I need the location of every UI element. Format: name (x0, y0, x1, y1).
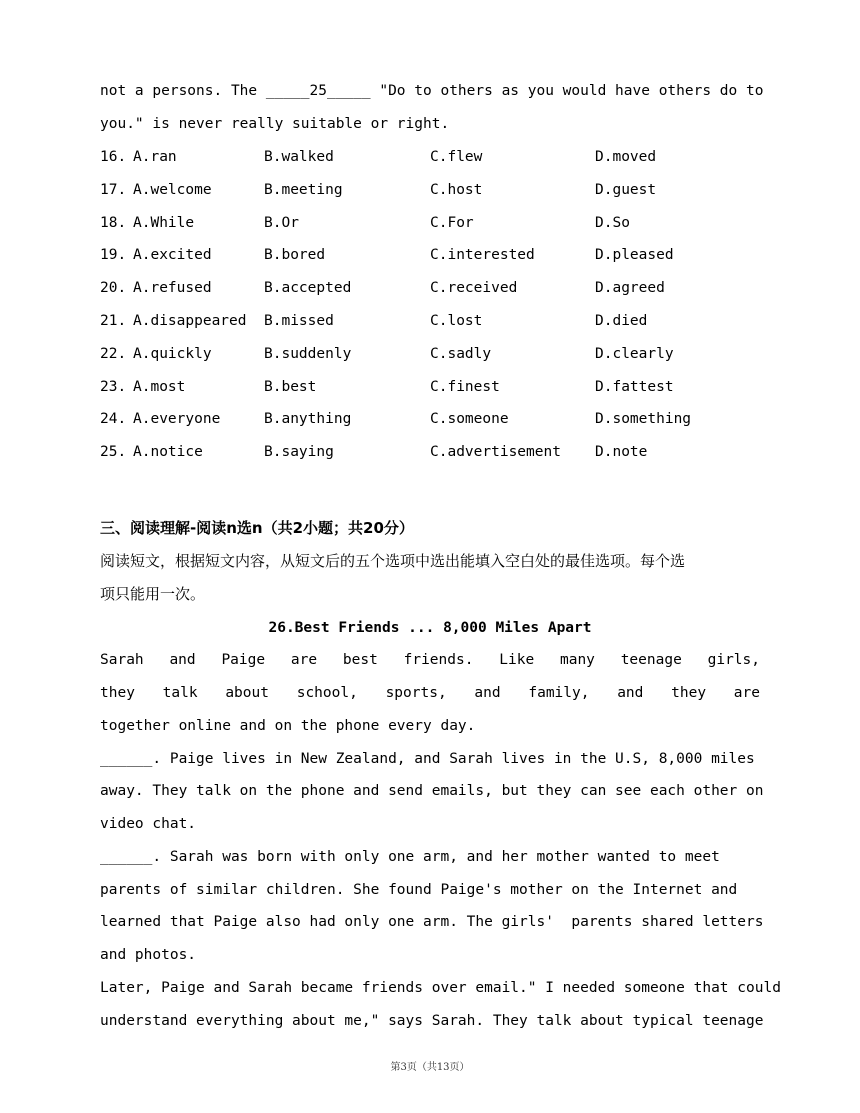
passage-line: ______. Paige lives in New Zealand, and Sarah lives in the U.S, 8,000 miles (100, 751, 755, 767)
passage-line: parents of similar children. She found Paige's mother on the Internet and (100, 882, 738, 898)
passage-line: together online and on the phone every day. (100, 718, 476, 734)
option-row-22 (100, 344, 674, 364)
question-number: 23. (100, 379, 127, 395)
passage-line: and photos. (100, 947, 197, 963)
option-c: C.lost (430, 313, 483, 329)
passage-title: 26.Best Friends ... 8,000 Miles Apart (268, 620, 592, 636)
option-c: C.For (430, 215, 474, 231)
option-c: C.sadly (430, 346, 492, 362)
option-d: D.died (595, 313, 648, 329)
option-row-24 (100, 409, 692, 429)
option-d: D.moved (595, 149, 657, 165)
option-b: B.best (264, 379, 317, 395)
option-a: A.welcome (133, 182, 212, 198)
passage-line: Later, Paige and Sarah became friends over email." I needed someone that could (100, 980, 781, 996)
option-d: D.So (595, 215, 630, 231)
passage-line: they talk about school, sports, and family, and they are (100, 685, 760, 701)
option-c: C.advertisement (430, 444, 561, 460)
question-number: 19. (100, 247, 127, 263)
option-b: B.suddenly (264, 346, 352, 362)
continuation-line-2: you." is never really suitable or right. (100, 116, 450, 132)
option-d: D.note (595, 444, 648, 460)
option-row-23 (100, 377, 674, 397)
option-c: C.flew (430, 149, 483, 165)
option-b: B.Or (264, 215, 299, 231)
option-c: C.interested (430, 247, 535, 263)
question-number: 21. (100, 313, 127, 329)
option-a: A.most (133, 379, 186, 395)
option-c: C.received (430, 280, 518, 296)
option-row-18 (100, 213, 630, 233)
question-number: 18. (100, 215, 127, 231)
question-number: 25. (100, 444, 127, 460)
option-d: D.clearly (595, 346, 674, 362)
passage-line: away. They talk on the phone and send emails, but they can see each other on (100, 783, 764, 799)
passage-line: understand everything about me," says Sarah. They talk about typical teenage (100, 1013, 764, 1029)
option-a: A.While (133, 215, 195, 231)
option-a: A.quickly (133, 346, 212, 362)
option-row-16 (100, 147, 657, 167)
option-b: B.meeting (264, 182, 343, 198)
passage-line: ______. Sarah was born with only one arm, and her mother wanted to meet (100, 849, 720, 865)
question-number: 17. (100, 182, 127, 198)
option-a: A.excited (133, 247, 212, 263)
option-a: A.notice (133, 444, 203, 460)
question-number: 16. (100, 149, 127, 165)
option-row-19 (100, 245, 674, 265)
option-b: B.saying (264, 444, 334, 460)
option-b: B.bored (264, 247, 326, 263)
question-number: 24. (100, 411, 127, 427)
option-d: D.something (595, 411, 692, 427)
option-c: C.host (430, 182, 483, 198)
passage-line: Sarah and Paige are best friends. Like many teenage girls, (100, 652, 760, 668)
option-a: A.everyone (133, 411, 221, 427)
option-a: A.ran (133, 149, 177, 165)
option-b: B.missed (264, 313, 334, 329)
continuation-line-1: not a persons. The _____25_____ "Do to others as you would have others do to (100, 83, 764, 99)
instruction-line-1: 阅读短文，根据短文内容，从短文后的五个选项中选出能填入空白处的最佳选项。每个选 (100, 552, 686, 570)
option-row-21 (100, 311, 648, 331)
section-heading: 三、阅读理解-阅读n选n（共2小题；共20分） (100, 519, 414, 537)
passage-line: video chat. (100, 816, 197, 832)
option-d: D.agreed (595, 280, 665, 296)
option-c: C.finest (430, 379, 500, 395)
option-a: A.refused (133, 280, 212, 296)
question-number: 22. (100, 346, 127, 362)
option-row-25 (100, 442, 648, 462)
option-row-17 (100, 180, 657, 200)
option-b: B.anything (264, 411, 352, 427)
option-row-20 (100, 278, 665, 298)
option-d: D.pleased (595, 247, 674, 263)
option-b: B.accepted (264, 280, 352, 296)
option-d: D.guest (595, 182, 657, 198)
option-c: C.someone (430, 411, 509, 427)
option-b: B.walked (264, 149, 334, 165)
question-number: 20. (100, 280, 127, 296)
instruction-line-2: 项只能用一次。 (100, 585, 206, 603)
option-d: D.fattest (595, 379, 674, 395)
option-a: A.disappeared (133, 313, 247, 329)
page-footer: 第3页（共13页） (390, 1062, 470, 1073)
passage-line: learned that Paige also had only one arm. The girls' parents shared letters (100, 914, 764, 930)
